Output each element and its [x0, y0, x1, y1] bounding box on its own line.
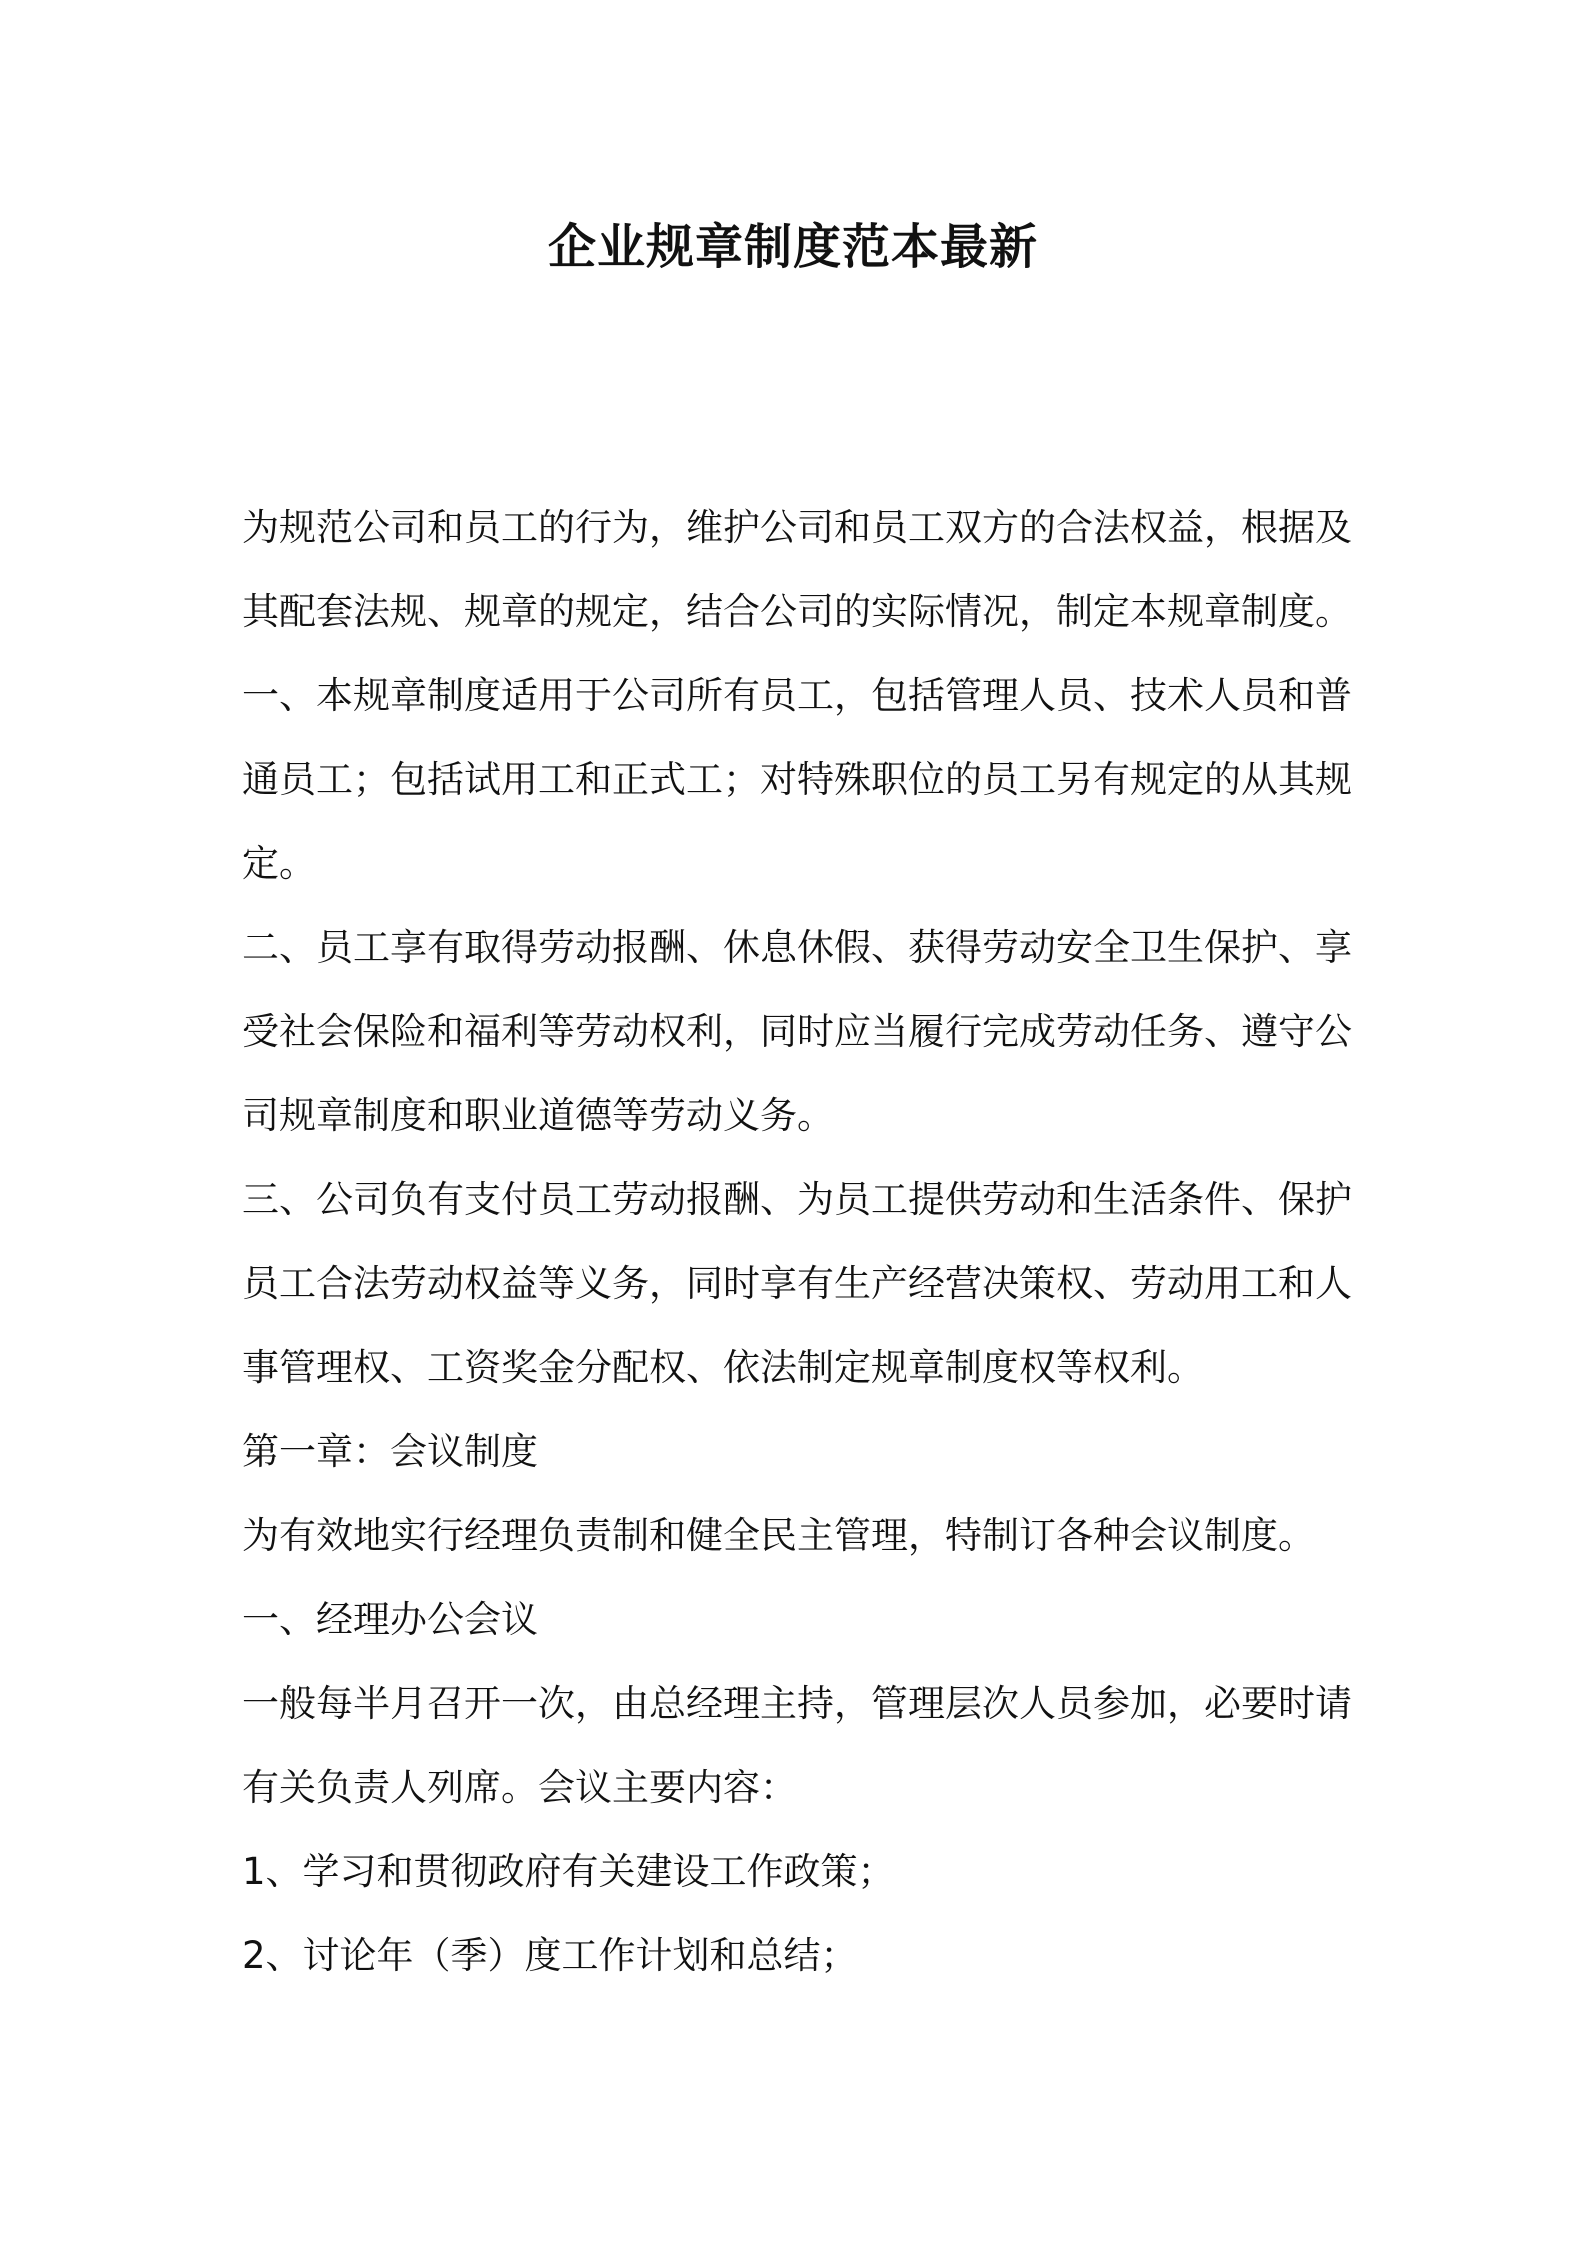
- list-item: 2、讨论年（季）度工作计划和总结；: [242, 1934, 858, 1977]
- body-line: 司规章制度和职业道德等劳动义务。: [242, 1094, 834, 1137]
- body-line: 事管理权、工资奖金分配权、依法制定规章制度权等权利。: [242, 1346, 1204, 1389]
- document-body: [242, 486, 1352, 1998]
- chapter-heading: 第一章：会议制度: [242, 1430, 538, 1473]
- body-line: 通员工；包括试用工和正式工；对特殊职位的员工另有规定的从其规: [242, 758, 1352, 801]
- body-line: 员工合法劳动权益等义务，同时享有生产经营决策权、劳动用工和人: [242, 1262, 1352, 1305]
- body-line: 受社会保险和福利等劳动权利，同时应当履行完成劳动任务、遵守公: [242, 1010, 1352, 1053]
- body-line: 二、员工享有取得劳动报酬、休息休假、获得劳动安全卫生保护、享: [242, 926, 1352, 969]
- body-line: 为规范公司和员工的行为，维护公司和员工双方的合法权益，根据及: [242, 506, 1352, 549]
- body-line: 为有效地实行经理负责制和健全民主管理，特制订各种会议制度。: [242, 1514, 1315, 1557]
- body-line: 一般每半月召开一次，由总经理主持，管理层次人员参加，必要时请: [242, 1682, 1352, 1725]
- body-line: 三、公司负有支付员工劳动报酬、为员工提供劳动和生活条件、保护: [242, 1178, 1352, 1221]
- body-line: 其配套法规、规章的规定，结合公司的实际情况，制定本规章制度。: [242, 590, 1352, 633]
- section-heading: 一、经理办公会议: [242, 1598, 538, 1641]
- body-line: 有关负责人列席。会议主要内容：: [242, 1766, 797, 1809]
- list-item: 1、学习和贯彻政府有关建设工作政策；: [242, 1850, 895, 1893]
- document-title: 企业规章制度范本最新: [547, 219, 1038, 275]
- body-line: 定。: [242, 842, 316, 885]
- body-line: 一、本规章制度适用于公司所有员工，包括管理人员、技术人员和普: [242, 674, 1352, 717]
